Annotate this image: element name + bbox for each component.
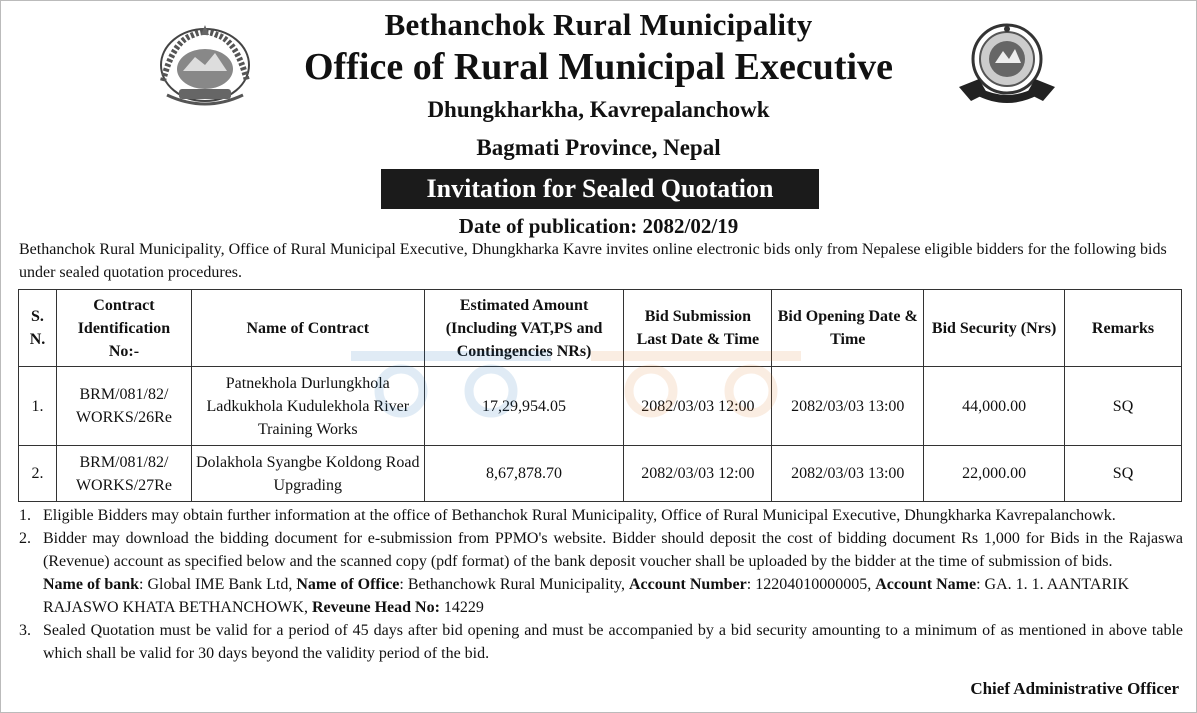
header-contract-id: Contract Identification No:-	[56, 290, 191, 367]
note-number: 3.	[19, 622, 31, 639]
header-contract-name: Name of Contract	[191, 290, 424, 367]
header-submission: Bid Submission Last Date & Time	[624, 290, 772, 367]
header-sn: S. N.	[19, 290, 57, 367]
cell-contract-name: Patnekhola Durlungkhola Ladkukhola Kudulekhola River Training Works	[191, 367, 424, 446]
office-label: Name of Office	[296, 576, 400, 593]
note-text: Bidder may download the bidding document for e-submission from PPMO's website. Bidder should deposit the cost of bidding document Rs 1,000 for Bids in the Rajaswa (Revenue) account as specified below and the scanned copy (pdf format) of the bank deposit voucher shall be uploaded by the bidder at the time of submission of bids.	[43, 530, 1183, 570]
cell-estimated-amount: 17,29,954.05	[424, 367, 624, 446]
cell-submission: 2082/03/03 12:00	[624, 367, 772, 446]
cell-opening: 2082/03/03 13:00	[772, 367, 924, 446]
cell-remarks: SQ	[1065, 367, 1182, 446]
note-text: Sealed Quotation must be valid for a period of 45 days after bid opening and must be accompanied by a bid security amounting to a minimum of as mentioned in above table which shall be valid for 30 days beyond the validity period of the bid.	[43, 622, 1183, 662]
publication-date: Date of publication: 2082/02/19	[458, 214, 739, 238]
table-row	[19, 446, 1182, 502]
bank-value: : Global IME Bank Ltd,	[139, 576, 293, 593]
header-opening: Bid Opening Date & Time	[772, 290, 924, 367]
office-value: : Bethanchowk Rural Municipality,	[399, 576, 625, 593]
header-security: Bid Security (Nrs)	[924, 290, 1065, 367]
intro-paragraph: Bethanchok Rural Municipality, Office of Rural Municipal Executive, Dhungkharka Kavre invites online electronic bids only from Nepalese eligible bidders for the following bids under sealed quotation procedures.	[19, 241, 1167, 281]
office-name: Office of Rural Municipal Executive	[304, 46, 893, 88]
province-line: Bagmati Province, Nepal	[476, 135, 721, 160]
location-line: Dhungkharkha, Kavrepalanchowk	[427, 97, 770, 122]
municipality-name: Bethanchok Rural Municipality	[384, 7, 813, 42]
cell-estimated-amount: 8,67,878.70	[424, 446, 624, 502]
cell-sn: 1.	[19, 367, 57, 446]
revenue-head-label: Reveune Head No:	[311, 599, 440, 616]
bank-label: Name of bank	[43, 576, 140, 593]
cell-contract-id: BRM/081/82/ WORKS/27Re	[56, 446, 191, 502]
note-item	[19, 504, 1183, 527]
bids-table	[18, 289, 1182, 502]
cell-security: 44,000.00	[924, 367, 1065, 446]
cell-contract-id: BRM/081/82/ WORKS/26Re	[56, 367, 191, 446]
note-number: 2.	[19, 530, 31, 547]
table-header-row	[19, 290, 1182, 367]
table-row	[19, 367, 1182, 446]
bank-details	[19, 573, 1183, 619]
note-item	[19, 619, 1183, 665]
notes-section	[19, 504, 1183, 665]
notice-title-banner: Invitation for Sealed Quotation	[381, 169, 819, 209]
signature-title: Chief Administrative Officer	[970, 679, 1179, 698]
revenue-head-value: 14229	[439, 599, 484, 616]
cell-contract-name: Dolakhola Syangbe Koldong Road Upgrading	[191, 446, 424, 502]
cell-remarks: SQ	[1065, 446, 1182, 502]
note-text: Eligible Bidders may obtain further information at the office of Bethanchok Rural Municipality, Office of Rural Municipal Executive, Dhungkharka Kavrepalanchowk.	[43, 507, 1116, 524]
account-number-label: Account Number	[628, 576, 747, 593]
cell-opening: 2082/03/03 13:00	[772, 446, 924, 502]
cell-security: 22,000.00	[924, 446, 1065, 502]
account-name-label: Account Name	[875, 576, 977, 593]
account-number-value: : 12204010000005,	[746, 576, 872, 593]
cell-sn: 2.	[19, 446, 57, 502]
header-estimated-amount: Estimated Amount (Including VAT,PS and Contingencies NRs)	[424, 290, 624, 367]
account-name-value: : GA. 1. 1. AANTARIK RAJASWO KHATA BETHANCHOWK,	[43, 576, 1130, 616]
header-remarks: Remarks	[1065, 290, 1182, 367]
cell-submission: 2082/03/03 12:00	[624, 446, 772, 502]
note-item	[19, 527, 1183, 573]
note-number: 1.	[19, 507, 31, 524]
